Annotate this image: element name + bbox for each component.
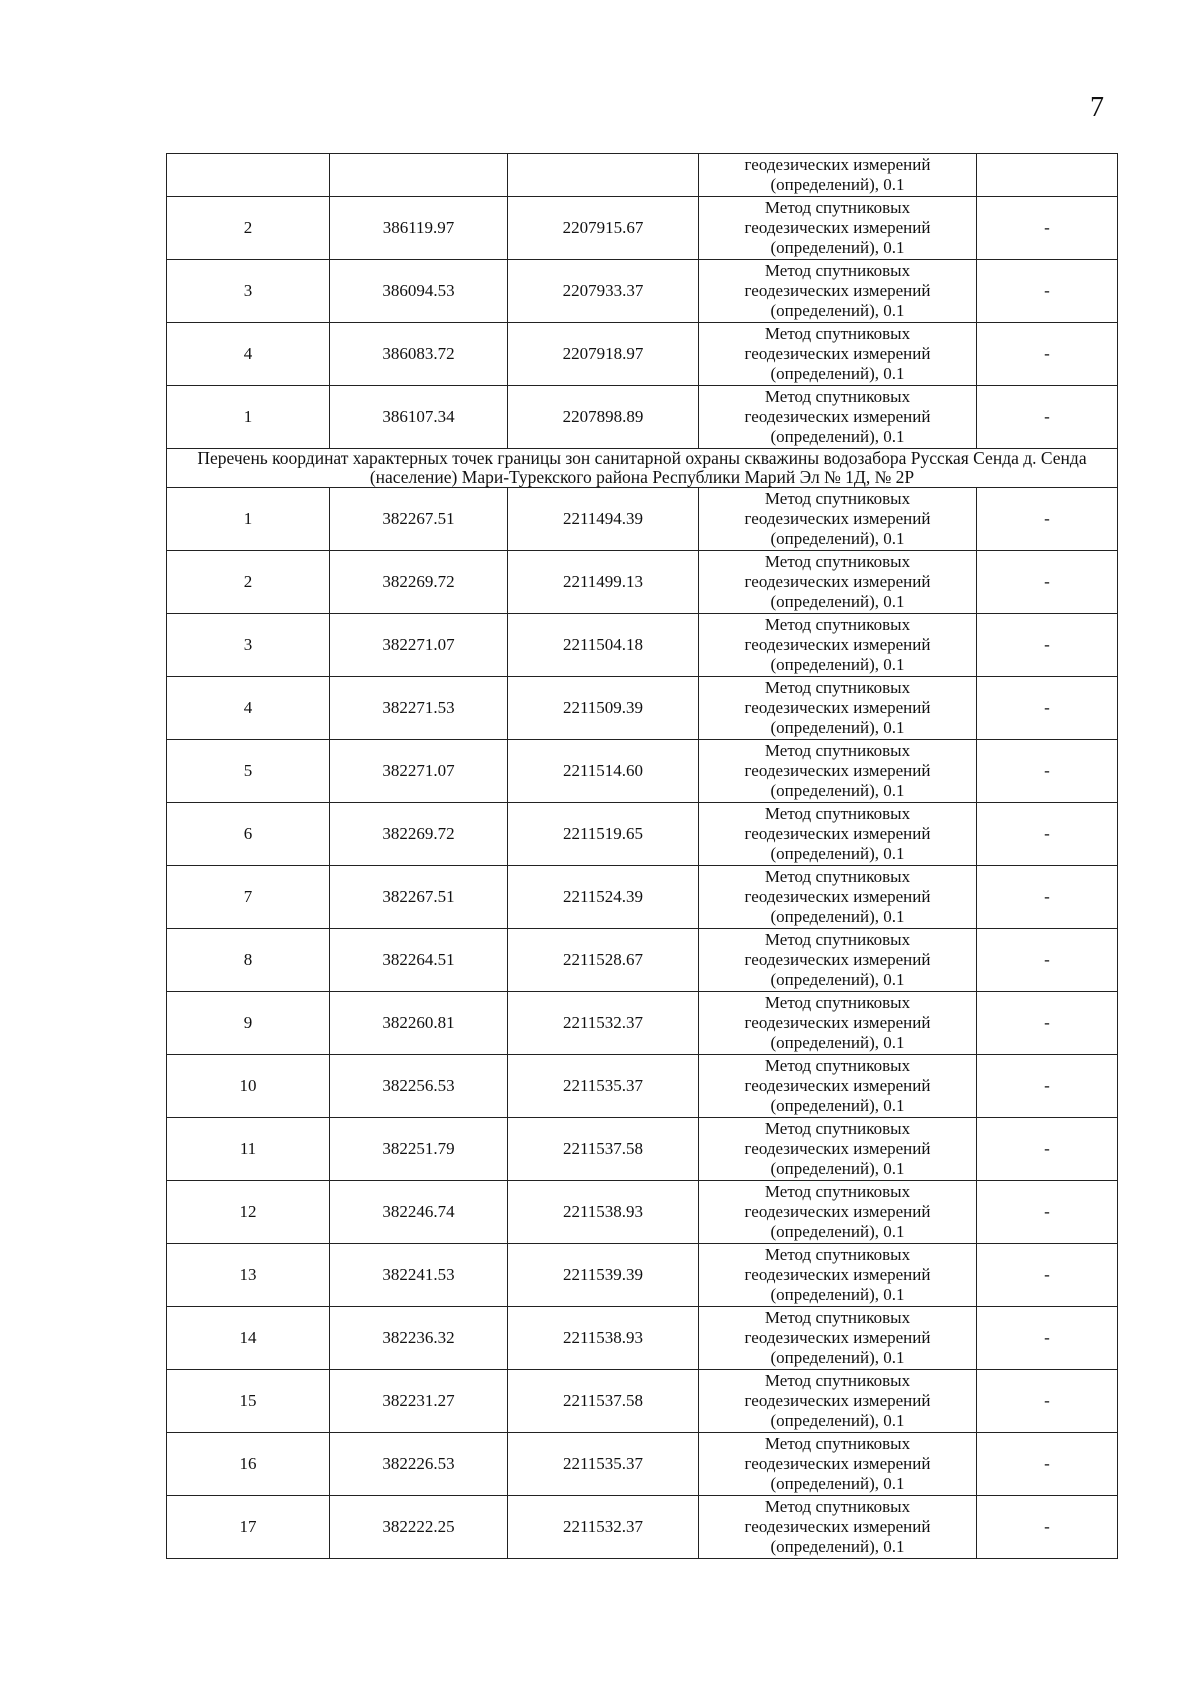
table-row bbox=[167, 1370, 1118, 1433]
table-row bbox=[167, 740, 1118, 803]
coordinate-y-cell: 2207918.97 bbox=[508, 323, 699, 386]
note-cell: - bbox=[977, 551, 1118, 614]
method-cell: Метод спутниковых геодезических измерений (определений), 0.1 bbox=[699, 323, 977, 386]
note-cell: - bbox=[977, 1118, 1118, 1181]
table-row bbox=[167, 992, 1118, 1055]
coordinate-y-cell: 2211537.58 bbox=[508, 1370, 699, 1433]
point-number-cell: 6 bbox=[167, 803, 330, 866]
coordinate-y-cell: 2211532.37 bbox=[508, 992, 699, 1055]
point-number-cell: 17 bbox=[167, 1496, 330, 1559]
method-cell: Метод спутниковых геодезических измерений (определений), 0.1 bbox=[699, 1055, 977, 1118]
note-cell: - bbox=[977, 740, 1118, 803]
point-number-cell bbox=[167, 154, 330, 197]
coordinate-y-cell: 2207898.89 bbox=[508, 386, 699, 449]
coordinate-y-cell: 2211535.37 bbox=[508, 1055, 699, 1118]
note-cell: - bbox=[977, 1244, 1118, 1307]
note-cell: - bbox=[977, 1307, 1118, 1370]
method-cell: Метод спутниковых геодезических измерений (определений), 0.1 bbox=[699, 677, 977, 740]
coordinate-x-cell: 386119.97 bbox=[330, 197, 508, 260]
coordinate-y-cell: 2211532.37 bbox=[508, 1496, 699, 1559]
coordinate-x-cell: 382231.27 bbox=[330, 1370, 508, 1433]
point-number-cell: 12 bbox=[167, 1181, 330, 1244]
method-cell: Метод спутниковых геодезических измерений (определений), 0.1 bbox=[699, 1307, 977, 1370]
coordinate-y-cell: 2211504.18 bbox=[508, 614, 699, 677]
point-number-cell: 3 bbox=[167, 614, 330, 677]
point-number-cell: 3 bbox=[167, 260, 330, 323]
coordinate-x-cell: 382236.32 bbox=[330, 1307, 508, 1370]
table-row bbox=[167, 551, 1118, 614]
page-number: 7 bbox=[1090, 92, 1104, 123]
coordinate-x-cell: 382269.72 bbox=[330, 803, 508, 866]
point-number-cell: 4 bbox=[167, 323, 330, 386]
coordinate-y-cell: 2211538.93 bbox=[508, 1307, 699, 1370]
section-heading: Перечень координат характерных точек границы зон санитарной охраны скважины водозабора Русская Сенда д. Сенда (население) Мари-Турекского района Республики Марий Эл № 1Д, № 2Р bbox=[167, 449, 1118, 488]
table-row bbox=[167, 1118, 1118, 1181]
coordinate-x-cell: 382241.53 bbox=[330, 1244, 508, 1307]
coordinate-x-cell: 382271.07 bbox=[330, 614, 508, 677]
note-cell: - bbox=[977, 992, 1118, 1055]
coordinate-x-cell: 382246.74 bbox=[330, 1181, 508, 1244]
coordinate-y-cell: 2211537.58 bbox=[508, 1118, 699, 1181]
table-row bbox=[167, 866, 1118, 929]
coordinate-y-cell: 2211514.60 bbox=[508, 740, 699, 803]
table-row bbox=[167, 1433, 1118, 1496]
point-number-cell: 11 bbox=[167, 1118, 330, 1181]
coordinate-x-cell: 386094.53 bbox=[330, 260, 508, 323]
table-row bbox=[167, 323, 1118, 386]
coordinate-x-cell: 382271.07 bbox=[330, 740, 508, 803]
coordinate-x-cell: 386083.72 bbox=[330, 323, 508, 386]
section-heading-row bbox=[167, 449, 1118, 488]
table-row bbox=[167, 1055, 1118, 1118]
note-cell: - bbox=[977, 1433, 1118, 1496]
method-cell: Метод спутниковых геодезических измерений (определений), 0.1 bbox=[699, 614, 977, 677]
coordinate-y-cell: 2211539.39 bbox=[508, 1244, 699, 1307]
method-cell: Метод спутниковых геодезических измерений (определений), 0.1 bbox=[699, 488, 977, 551]
note-cell: - bbox=[977, 929, 1118, 992]
point-number-cell: 5 bbox=[167, 740, 330, 803]
coordinate-y-cell: 2211538.93 bbox=[508, 1181, 699, 1244]
coordinate-y-cell: 2211494.39 bbox=[508, 488, 699, 551]
coordinate-y-cell: 2211509.39 bbox=[508, 677, 699, 740]
coordinate-y-cell: 2207915.67 bbox=[508, 197, 699, 260]
point-number-cell: 15 bbox=[167, 1370, 330, 1433]
coordinate-x-cell: 382251.79 bbox=[330, 1118, 508, 1181]
point-number-cell: 7 bbox=[167, 866, 330, 929]
point-number-cell: 1 bbox=[167, 488, 330, 551]
table-row bbox=[167, 488, 1118, 551]
note-cell: - bbox=[977, 386, 1118, 449]
method-cell: Метод спутниковых геодезических измерений (определений), 0.1 bbox=[699, 197, 977, 260]
continuation-row bbox=[167, 154, 1118, 197]
point-number-cell: 8 bbox=[167, 929, 330, 992]
method-cell: Метод спутниковых геодезических измерений (определений), 0.1 bbox=[699, 260, 977, 323]
note-cell: - bbox=[977, 197, 1118, 260]
coordinate-x-cell: 382267.51 bbox=[330, 488, 508, 551]
table-row bbox=[167, 197, 1118, 260]
point-number-cell: 14 bbox=[167, 1307, 330, 1370]
point-number-cell: 16 bbox=[167, 1433, 330, 1496]
note-cell: - bbox=[977, 323, 1118, 386]
method-cell: Метод спутниковых геодезических измерений (определений), 0.1 bbox=[699, 386, 977, 449]
method-cell: Метод спутниковых геодезических измерений (определений), 0.1 bbox=[699, 1433, 977, 1496]
coordinates-table-body bbox=[167, 154, 1118, 1559]
note-cell: - bbox=[977, 866, 1118, 929]
method-cell: Метод спутниковых геодезических измерений (определений), 0.1 bbox=[699, 1181, 977, 1244]
table-row bbox=[167, 260, 1118, 323]
method-cell: Метод спутниковых геодезических измерений (определений), 0.1 bbox=[699, 866, 977, 929]
coordinate-y-cell: 2211519.65 bbox=[508, 803, 699, 866]
table-row bbox=[167, 1244, 1118, 1307]
note-cell: - bbox=[977, 677, 1118, 740]
method-cell: Метод спутниковых геодезических измерений (определений), 0.1 bbox=[699, 1244, 977, 1307]
point-number-cell: 2 bbox=[167, 551, 330, 614]
coordinate-y-cell: 2207933.37 bbox=[508, 260, 699, 323]
table-row bbox=[167, 677, 1118, 740]
note-cell: - bbox=[977, 488, 1118, 551]
method-cell: Метод спутниковых геодезических измерений (определений), 0.1 bbox=[699, 1496, 977, 1559]
method-cell: Метод спутниковых геодезических измерений (определений), 0.1 bbox=[699, 929, 977, 992]
coordinate-x-cell: 386107.34 bbox=[330, 386, 508, 449]
point-number-cell: 4 bbox=[167, 677, 330, 740]
note-cell: - bbox=[977, 1055, 1118, 1118]
method-cell: Метод спутниковых геодезических измерений (определений), 0.1 bbox=[699, 992, 977, 1055]
method-cell: Метод спутниковых геодезических измерений (определений), 0.1 bbox=[699, 803, 977, 866]
coordinate-x-cell bbox=[330, 154, 508, 197]
coordinate-x-cell: 382226.53 bbox=[330, 1433, 508, 1496]
method-cell: Метод спутниковых геодезических измерений (определений), 0.1 bbox=[699, 551, 977, 614]
coordinate-y-cell bbox=[508, 154, 699, 197]
coordinate-x-cell: 382222.25 bbox=[330, 1496, 508, 1559]
table-row bbox=[167, 1307, 1118, 1370]
note-cell: - bbox=[977, 1370, 1118, 1433]
note-cell: - bbox=[977, 614, 1118, 677]
table-row bbox=[167, 1181, 1118, 1244]
coordinate-y-cell: 2211524.39 bbox=[508, 866, 699, 929]
point-number-cell: 10 bbox=[167, 1055, 330, 1118]
coordinate-x-cell: 382264.51 bbox=[330, 929, 508, 992]
note-cell: - bbox=[977, 1181, 1118, 1244]
table-row bbox=[167, 929, 1118, 992]
point-number-cell: 2 bbox=[167, 197, 330, 260]
method-cell: Метод спутниковых геодезических измерений (определений), 0.1 bbox=[699, 740, 977, 803]
table-row bbox=[167, 614, 1118, 677]
coordinate-y-cell: 2211535.37 bbox=[508, 1433, 699, 1496]
coordinate-x-cell: 382271.53 bbox=[330, 677, 508, 740]
note-cell: - bbox=[977, 1496, 1118, 1559]
coordinate-y-cell: 2211528.67 bbox=[508, 929, 699, 992]
coordinate-x-cell: 382256.53 bbox=[330, 1055, 508, 1118]
coordinate-x-cell: 382260.81 bbox=[330, 992, 508, 1055]
table-row bbox=[167, 803, 1118, 866]
method-cell: Метод спутниковых геодезических измерений (определений), 0.1 bbox=[699, 1370, 977, 1433]
coordinates-table bbox=[166, 153, 1118, 1559]
table-row bbox=[167, 386, 1118, 449]
method-cell: Метод спутниковых геодезических измерений (определений), 0.1 bbox=[699, 1118, 977, 1181]
point-number-cell: 9 bbox=[167, 992, 330, 1055]
coordinate-y-cell: 2211499.13 bbox=[508, 551, 699, 614]
table-row bbox=[167, 1496, 1118, 1559]
point-number-cell: 1 bbox=[167, 386, 330, 449]
coordinate-x-cell: 382269.72 bbox=[330, 551, 508, 614]
note-cell: - bbox=[977, 260, 1118, 323]
method-cell: геодезических измерений (определений), 0.1 bbox=[699, 154, 977, 197]
note-cell bbox=[977, 154, 1118, 197]
point-number-cell: 13 bbox=[167, 1244, 330, 1307]
coordinate-x-cell: 382267.51 bbox=[330, 866, 508, 929]
note-cell: - bbox=[977, 803, 1118, 866]
